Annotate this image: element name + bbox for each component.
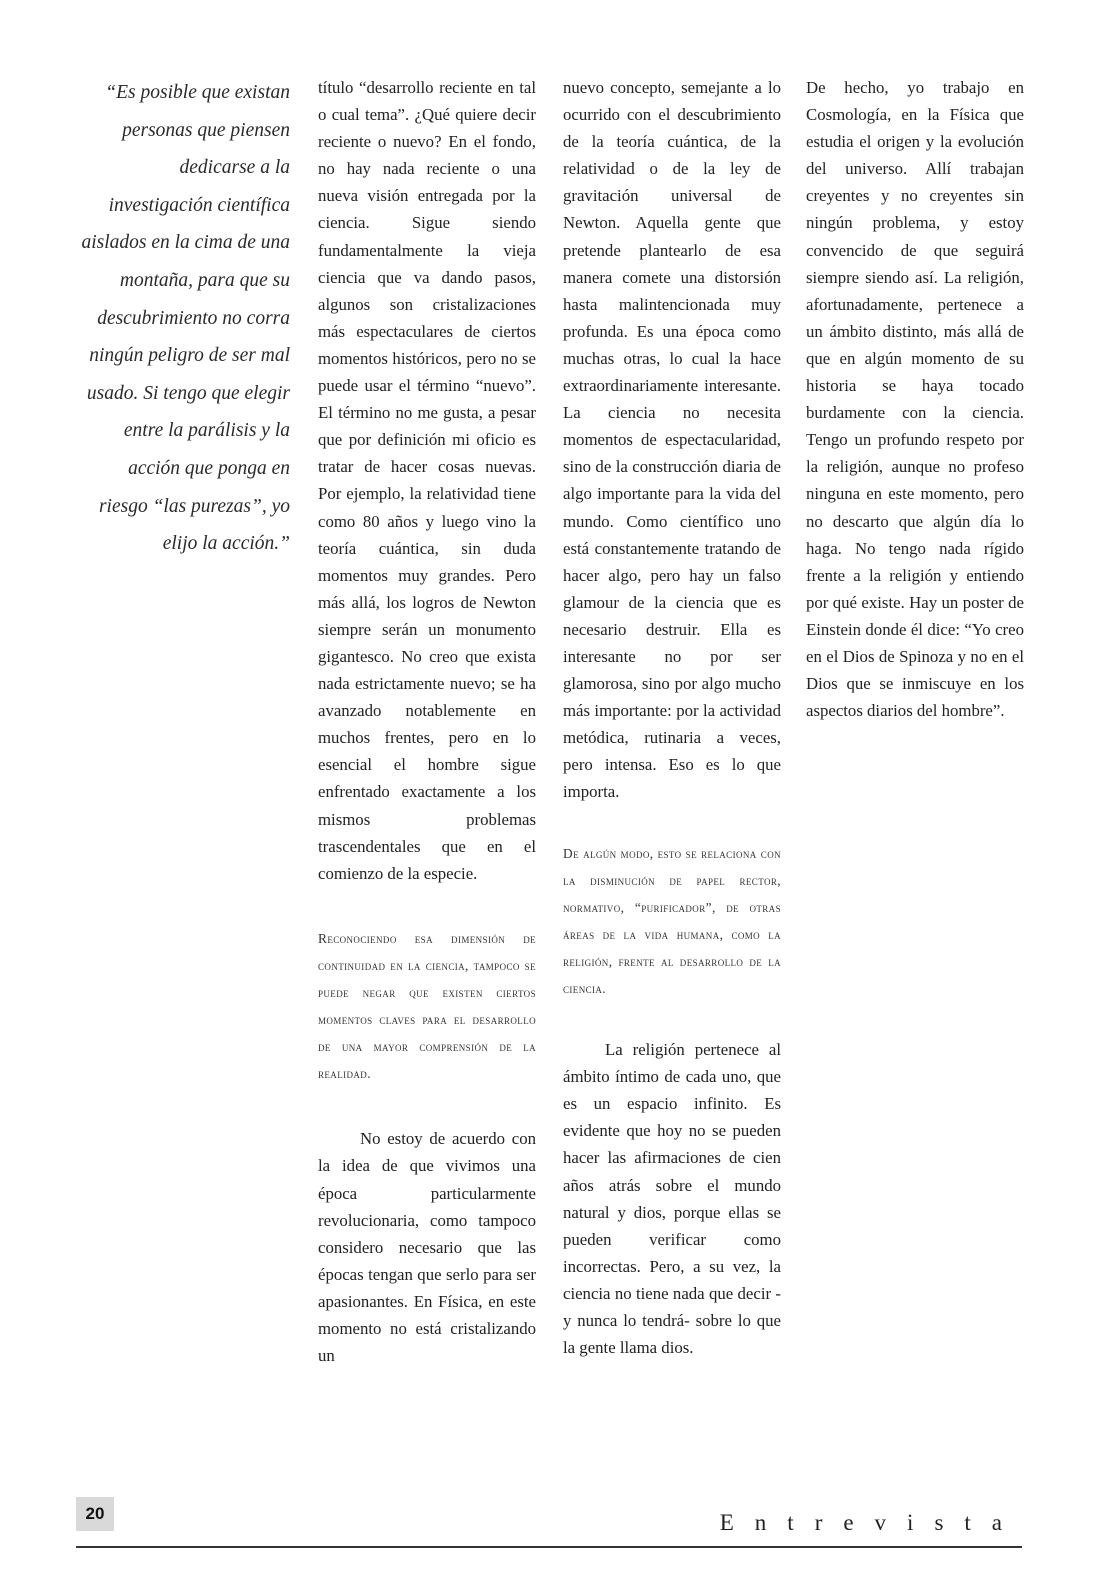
paragraph: De hecho, yo trabajo en Cosmología, en la Física que estudia el origen y la evolución del universo. Allí trabajan creyentes y no creyentes sin ningún problema, y estoy convencido de que seguirá siempre siendo así. La religión, afortunadamente, pertenece a un ámbito distinto, más allá de que en algún momento de su historia se haya tocado burdamente con la ciencia. Tengo un profundo respeto por la religión, aunque no profeso ninguna en este momento, pero no descarto que algún día lo haga. No tengo nada rígido frente a la religión y entiendo por qué existe. Hay un poster de Einstein donde él dice: “Yo creo en el Dios de Spinoza y no en el Dios que se inmiscuye en los aspectos diarios del hombre”. (806, 78, 1024, 721)
paragraph: No estoy de acuerdo con la idea de que vivimos una época particularmente revolucionaria, como tampoco considero necesario que las épocas tengan que serlo para ser apasionantes. En Física, en este momento no está cristalizando un (318, 1129, 536, 1366)
page-number: 20 (76, 1497, 114, 1531)
paragraph: La religión pertenece al ámbito íntimo de cada uno, que es un espacio infinito. Es evidente que hoy no se pueden hacer las afirmaciones de cien años atrás sobre el mundo natural y dios, porque ellas se pueden verificar como incorrectas. Pero, a su vez, la ciencia no tiene nada que decir -y nunca lo tendrá- sobre lo que la gente llama dios. (563, 1040, 781, 1358)
article-column-2 (563, 74, 781, 1361)
pull-quote: “Es posible que existan personas que piensen dedicarse a la investigación científica aislados en la cima de una montaña, para que su descubrimiento no corra ningún peligro de ser mal usado. Si tengo que elegir entre la parálisis y la acción que ponga en riesgo “las purezas”, yo elijo la acción.” (81, 82, 290, 555)
article-column-1 (318, 74, 536, 1369)
interview-question: De algún modo, esto se relaciona con la disminución de papel rector, normativo, “purificador”, de otras áreas de la vida humana, como la religión, frente al desarrollo de la ciencia. (563, 845, 781, 996)
article-column-3 (806, 74, 1024, 724)
paragraph: nuevo concepto, semejante a lo ocurrido con el descubrimiento de la teoría cuántica, de la relatividad o de la ley de gravitación universal de Newton. Aquella gente que pretende plantearlo de esa manera comete una distorsión hasta malintencionada muy profunda. Es una época como muchas otras, lo cual la hace extraordinariamente interesante. La ciencia no necesita momentos de espectacularidad, sino de la construcción diaria de algo importante para la vida del mundo. Como científico uno está constantemente tratando de hacer algo, pero hay un falso glamour de la ciencia que es necesario destruir. Ella es interesante no por ser glamorosa, sino por algo mucho más importante: por la actividad metódica, rutinaria a veces, pero intensa. Eso es lo que importa. (563, 78, 781, 802)
footer-rule (76, 1546, 1022, 1548)
interview-question: Reconociendo esa dimensión de continuidad en la ciencia, tampoco se puede negar que existen ciertos momentos claves para el desarrollo de una mayor comprensión de la realidad. (318, 930, 536, 1082)
section-label: Entrevista (719, 1510, 1023, 1535)
paragraph: título “desarrollo reciente en tal o cual tema”. ¿Qué quiere decir reciente o nuevo? En el fondo, no hay nada reciente o una nueva visión entregada por la ciencia. Sigue siendo fundamentalmente la vieja ciencia que va dando pasos, algunos son cristalizaciones más espectaculares de ciertos momentos históricos, pero no se puede usar el término “nuevo”. El término no me gusta, a pesar que por definición mi oficio es tratar de hacer cosas nuevas. Por ejemplo, la relatividad tiene como 80 años y luego vino la teoría cuántica, sin duda momentos muy grandes. Pero más allá, los logros de Newton siempre serán un monumento gigantesco. No creo que exista nada estrictamente nuevo; se ha avanzado notablemente en muchos frentes, pero en lo esencial el hombre sigue enfrentado exactamente a los mismos problemas trascendentales que en el comienzo de la especie. (318, 78, 536, 883)
